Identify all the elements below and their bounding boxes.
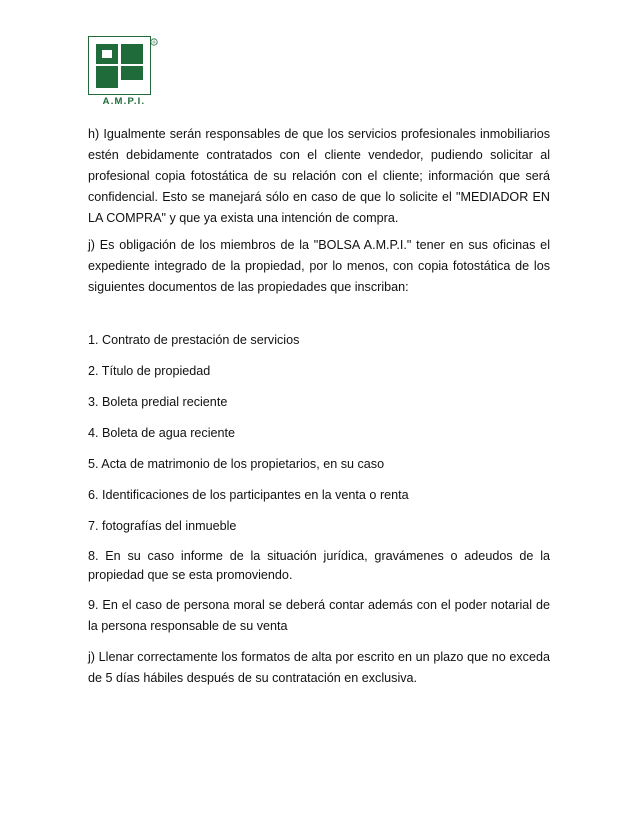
list-item: 3. Boleta predial reciente <box>88 395 228 409</box>
list-item: 8. En su caso informe de la situación jurídica, gravámenes o adeudos de la propiedad que se esta promoviendo. <box>88 549 550 582</box>
document-body <box>88 124 550 689</box>
list-item: 6. Identificaciones de los participantes en la venta o renta <box>88 488 409 502</box>
documents-list <box>88 330 550 637</box>
ampi-logo-text: A.M.P.I. <box>102 96 146 107</box>
list-item: 4. Boleta de agua reciente <box>88 426 236 440</box>
list-item: 7. fotografías del inmueble <box>88 519 237 533</box>
registered-mark: ® <box>152 40 156 45</box>
list-item: 1. Contrato de prestación de servicios <box>88 333 300 347</box>
list-item: 5. Acta de matrimonio de los propietarios, en su caso <box>88 457 385 471</box>
ampi-logo-mark <box>88 36 160 96</box>
paragraph-j-obligation: j) Es obligación de los miembros de la "BOLSA A.M.P.I." tener en sus oficinas el expediente integrado de la propiedad, por lo menos, con copia fotostática de los siguientes documentos de las propiedades que inscriban: <box>88 238 550 294</box>
ampi-logo <box>88 36 160 110</box>
paragraph-j-forms: j) Llenar correctamente los formatos de alta por escrito en un plazo que no exceda de 5 días hábiles después de su contratación en exclusiva. <box>88 650 550 685</box>
list-item: 2. Título de propiedad <box>88 364 211 378</box>
paragraph-h: h) Igualmente serán responsables de que los servicios profesionales inmobiliarios estén debidamente contratados con el cliente vendedor, pudiendo solicitar al profesional copia fotostática de su relación con el cliente; información que será confidencial. Esto se manejará sólo en caso de que lo solicite el "MEDIADOR EN LA COMPRA" y que ya exista una intención de compra. <box>88 127 550 225</box>
list-item: 9. En el caso de persona moral se deberá contar además con el poder notarial de la persona responsable de su venta <box>88 598 550 633</box>
